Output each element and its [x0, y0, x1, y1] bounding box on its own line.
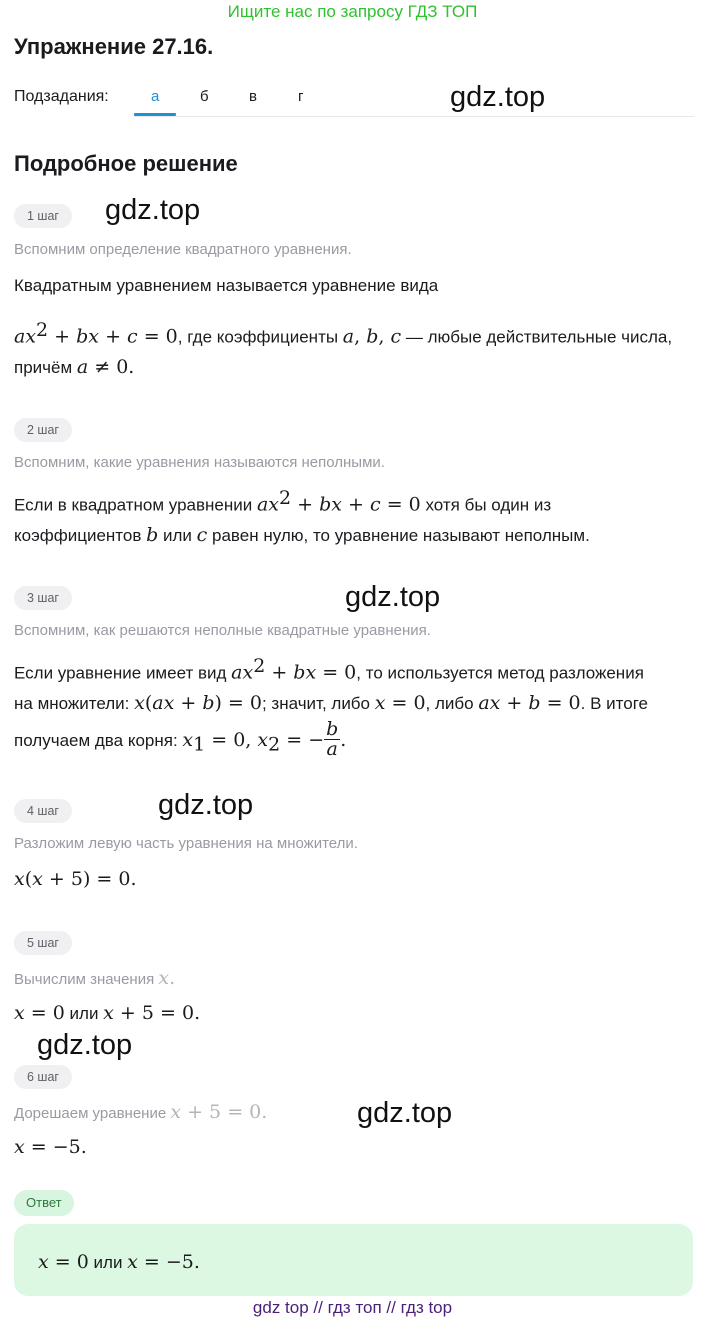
step-1-hint: Вспомним определение квадратного уравнения. — [14, 241, 352, 258]
tab-g[interactable]: г — [298, 88, 304, 105]
step-3-line-1: Если уравнение имеет вид $ax^2$ + bx = 0, то используется метод разложения — [14, 655, 644, 684]
step-2-line-1: Если в квадратном уравнении $ax^2$ + bx + c = 0 хотя бы один из — [14, 487, 552, 516]
step-3-pill: 3 шаг — [14, 586, 72, 610]
step-5-pill: 5 шаг — [14, 931, 72, 955]
section-title: Подробное решение — [14, 151, 238, 176]
search-banner: Ищите нас по запросу ГДЗ ТОП — [227, 2, 478, 21]
answer-pill: Ответ — [14, 1190, 74, 1216]
step-3-line-3: получаем два корня: $x_1 = 0$, $x_2$ = − $\frac{b}{a}$ . — [14, 718, 347, 760]
watermark: gdz.top — [357, 1097, 453, 1129]
step-4-equation: x(x + 5) = 0. — [14, 868, 137, 890]
fraction-b-over-a: $\frac{b}{a}$ — [326, 718, 339, 760]
step-2-line-2: коэффициентов b или c равен нулю, то уравнение называют неполным. — [14, 524, 590, 546]
step-2-pill: 2 шаг — [14, 418, 72, 442]
step-3-hint: Вспомним, как решаются неполные квадратные уравнения. — [14, 622, 431, 639]
watermark: gdz.top — [158, 789, 254, 821]
watermark: gdz.top — [450, 81, 546, 113]
tab-b[interactable]: б — [200, 88, 209, 105]
tabs-divider — [134, 116, 694, 117]
step-4-pill: 4 шаг — [14, 799, 72, 823]
active-tab-indicator — [134, 113, 176, 116]
step-1-line-3: причём a ≠ 0. — [14, 356, 135, 378]
watermark: gdz.top — [345, 581, 441, 613]
watermark: gdz.top — [37, 1029, 133, 1061]
tab-v[interactable]: в — [249, 88, 257, 105]
step-1-line-2: $ax^2$ + bx + c = 0, где коэффициенты a, b, c — любые действительные числа, — [14, 319, 673, 348]
tab-a[interactable]: а — [151, 88, 160, 105]
step-6-hint: Дорешаем уравнение x + 5 = 0. — [14, 1101, 268, 1123]
step-1-line-1: Квадратным уравнением называется уравнение вида — [14, 276, 439, 295]
bottom-links[interactable]: gdz top // гдз топ // гдз top — [252, 1298, 453, 1317]
step-4-hint: Разложим левую часть уравнения на множители. — [14, 835, 358, 852]
step-2-hint: Вспомним, какие уравнения называются неполными. — [14, 454, 385, 471]
step-5-hint: Вычислим значения x. — [14, 967, 176, 989]
step-5-equation: x = 0 или x + 5 = 0. — [14, 1002, 201, 1024]
exercise-title: Упражнение 27.16. — [14, 34, 214, 59]
step-6-equation: x = −5. — [14, 1136, 87, 1158]
subtasks-label: Подзадания: — [14, 88, 109, 105]
step-3-line-2: на множители: x(ax + b) = 0; значит, либо x = 0, либо ax + b = 0. В итоге — [14, 692, 648, 714]
step-1-pill: 1 шаг — [14, 204, 72, 228]
step-6-pill: 6 шаг — [14, 1065, 72, 1089]
watermark: gdz.top — [105, 194, 201, 226]
answer-equation: x = 0 или x = −5. — [38, 1251, 200, 1273]
